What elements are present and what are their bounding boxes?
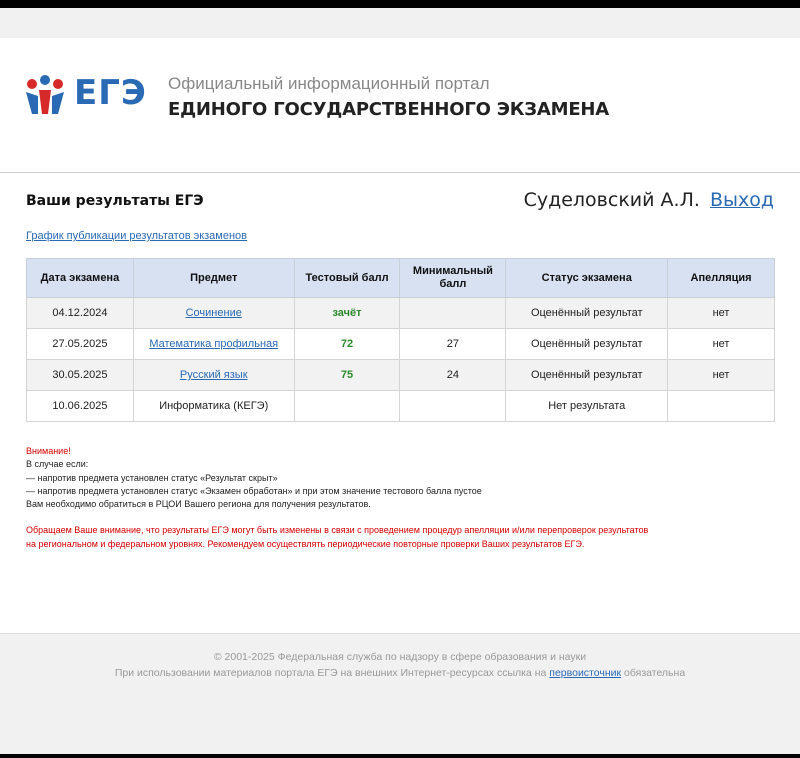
usage-text-end: обязательна	[624, 667, 686, 679]
site-footer	[0, 633, 800, 754]
ege-logo[interactable]	[24, 73, 147, 116]
table-row	[27, 391, 775, 422]
notice-line: — напротив предмета установлен статус «Результат скрыт»	[26, 472, 278, 483]
warning-line: на региональном и федеральном уровнях. Рекомендуем осуществлять периодические повторные проверки Ваших результатов ЕГЭ.	[26, 538, 585, 549]
notice-line: — напротив предмета установлен статус «Экзамен обработан» и при этом значение тестового балла пустое	[26, 485, 482, 496]
exam-date: 27.05.2025	[27, 329, 134, 360]
subject-cell	[133, 360, 294, 391]
min-score	[400, 391, 506, 422]
notice-line: В случае если:	[26, 459, 89, 470]
page	[0, 8, 800, 753]
table-row	[27, 298, 775, 329]
exam-status: Нет результата	[506, 391, 668, 422]
exam-status: Оценённый результат	[506, 298, 668, 329]
attention-label: Внимание!	[26, 446, 71, 456]
min-score	[400, 298, 506, 329]
usage-notice	[0, 667, 800, 679]
appeal: нет	[668, 329, 775, 360]
notice-block	[26, 445, 482, 511]
col-min-header: Минимальный балл	[400, 259, 506, 298]
test-score: зачёт	[294, 298, 400, 329]
ege-logo-icon	[24, 74, 74, 116]
col-status-header: Статус экзамена	[506, 259, 668, 298]
subject-text: Информатика (КЕГЭ)	[133, 391, 294, 422]
subject-link[interactable]: Математика профильная	[149, 338, 279, 350]
user-name: Суделовский А.Л.	[523, 189, 700, 211]
page-title: Ваши результаты ЕГЭ	[26, 193, 204, 209]
table-header-row	[27, 259, 775, 298]
appeal: нет	[668, 298, 775, 329]
source-link[interactable]: первоисточник	[549, 667, 622, 679]
col-appeal-header: Апелляция	[668, 259, 775, 298]
logout-link[interactable]: Выход	[709, 189, 774, 211]
exam-status: Оценённый результат	[506, 329, 668, 360]
main-content	[0, 173, 800, 633]
col-subject-header: Предмет	[133, 259, 294, 298]
notice-line: Вам необходимо обратиться в РЦОИ Вашего региона для получения результатов.	[26, 499, 371, 510]
warning-block	[26, 524, 766, 551]
subject-link[interactable]: Сочинение	[185, 307, 242, 319]
copyright-text: © 2001-2025 Федеральная служба по надзору в сфере образования и науки	[213, 651, 587, 663]
usage-text: При использовании материалов портала ЕГЭ на внешних Интернет-ресурсах ссылка на	[114, 667, 547, 679]
schedule-link[interactable]: График публикации результатов экзаменов	[26, 230, 248, 242]
logo-text: ЕГЭ	[74, 73, 147, 113]
site-header	[0, 38, 800, 173]
min-score: 27	[400, 329, 506, 360]
appeal: нет	[668, 360, 775, 391]
test-score	[294, 391, 400, 422]
exam-status: Оценённый результат	[506, 360, 668, 391]
portal-subtitle: Официальный информационный портал	[168, 74, 490, 93]
min-score: 24	[400, 360, 506, 391]
appeal	[668, 391, 775, 422]
results-table	[26, 258, 775, 422]
table-row	[27, 329, 775, 360]
test-score: 72	[294, 329, 400, 360]
subject-cell	[133, 298, 294, 329]
portal-title: ЕДИНОГО ГОСУДАРСТВЕННОГО ЭКЗАМЕНА	[168, 99, 610, 120]
subject-link[interactable]: Русский язык	[179, 369, 248, 381]
test-score: 75	[294, 360, 400, 391]
table-row	[27, 360, 775, 391]
subject-cell	[133, 329, 294, 360]
warning-line: Обращаем Ваше внимание, что результаты ЕГЭ могут быть изменены в связи с проведением процедур апелляции и/или перепроверок результатов	[26, 525, 649, 535]
user-bar	[524, 189, 774, 211]
exam-date: 10.06.2025	[27, 391, 134, 422]
exam-date: 30.05.2025	[27, 360, 134, 391]
top-strip	[0, 8, 800, 38]
col-score-header: Тестовый балл	[294, 259, 400, 298]
col-date-header: Дата экзамена	[27, 259, 134, 298]
exam-date: 04.12.2024	[27, 298, 134, 329]
